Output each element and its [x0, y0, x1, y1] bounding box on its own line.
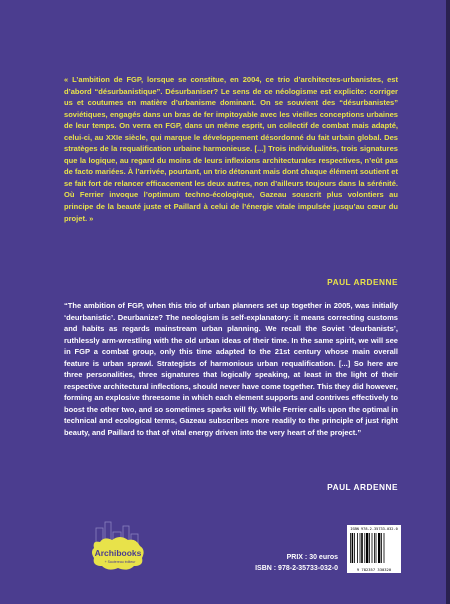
barcode-bar [350, 533, 351, 563]
barcode-bar [378, 533, 380, 563]
quote-english: “The ambition of FGP, when this trio of urban planners set up together in 2005, was initially ‘deurbanistic’. Deurbanize? The neologism is self-explanatory: it means correcting customs and habits as regards mainstream urban planning. We recall the Soviet ‘deurbanists’, ruthlessly arm-wrestling with the old urban ideas of their time. In the same spirit, we will see in FGP a combat group, only this time adapted to the 21st century whose main overall feature is urban sprawl. Strategists of harmonious urban requalification. [...] So here are three personalities, three signatures that logically speaking, at least in the light of their respective architectural inflections, should never have come together. This they did however, forming an explosive threesome in which each element supports and contrives effectively to boost the other two, and so sometimes sparks will fly. While Ferrier calls upon the optimal in technical and ecological terms, Gazeau subscribes more readily to the principle of just right beauty, and Paillard to that of vital energy driven into the very heart of the project.” [64, 301, 398, 438]
barcode-bar [381, 533, 382, 563]
barcode-bar [361, 533, 363, 563]
author-french: PAUL ARDENNE [327, 277, 398, 287]
archibooks-logo-icon [90, 518, 150, 574]
barcode-bar [369, 533, 370, 563]
barcode [347, 525, 401, 573]
logo-subtext: + Sautereau éditeur [104, 560, 136, 564]
barcode-bar [372, 533, 373, 563]
barcode-digits: 9 782357 330320 [356, 567, 392, 572]
author-english: PAUL ARDENNE [327, 482, 398, 492]
barcode-bar [374, 533, 375, 563]
barcode-bar [384, 533, 385, 563]
barcode-bars-icon [350, 533, 398, 563]
barcode-bar [364, 533, 365, 563]
logo-text: Archibooks [94, 548, 142, 558]
price-block [228, 552, 338, 574]
barcode-isbn-text: ISBN 978-2-35733-032-0 [350, 527, 398, 531]
barcode-bar [366, 533, 368, 563]
publisher-logo [90, 518, 150, 574]
barcode-bar [376, 533, 377, 563]
barcode-bar [357, 533, 358, 563]
barcode-bar [354, 533, 355, 563]
isbn-label: ISBN : 978-2-35733-032-0 [255, 565, 338, 572]
quote-french: « L’ambition de FGP, lorsque se constitue, en 2004, ce trio d’architectes-urbanistes, est d’abord “désurbanistique”. Désurbaniser? Le sens de ce néologisme est explicite: corriger us et coutumes en matière d’urbanisme dominant. On se souvient des “désurbanistes” soviétiques, engagés dans un bras de fer impitoyable avec les vieilles conceptions urbaines de leur temps. On verra en FGP, dans un même esprit, un collectif de combat mais adapté, celui-ci, au XXIe siècle, qui marque le développement désordonné du fait urbain global. Des stratèges de la requalification urbaine harmonieuse. [...] Trois individualités, trois signatures que la logique, au regard du moins de leurs inflexions architecturales respectives, n’eût pas de facto mariées. À l’arrivée, pourtant, un trio détonant mais dont chaque élément soutient et se fait fort de relancer efficacement les deux autres, non d’ailleurs toujours dans la sérénité. Où Ferrier invoque l’optimum techno-écologique, Gazeau souscrit plus volontiers au principe de la beauté juste et Paillard à celui de l’énergie vitale impulsée jusqu’au cœur du projet. » [64, 75, 398, 223]
barcode-bar [352, 533, 354, 563]
spine-edge [446, 0, 450, 604]
price-label: PRIX : 30 euros [286, 554, 338, 561]
barcode-bar [360, 533, 361, 563]
